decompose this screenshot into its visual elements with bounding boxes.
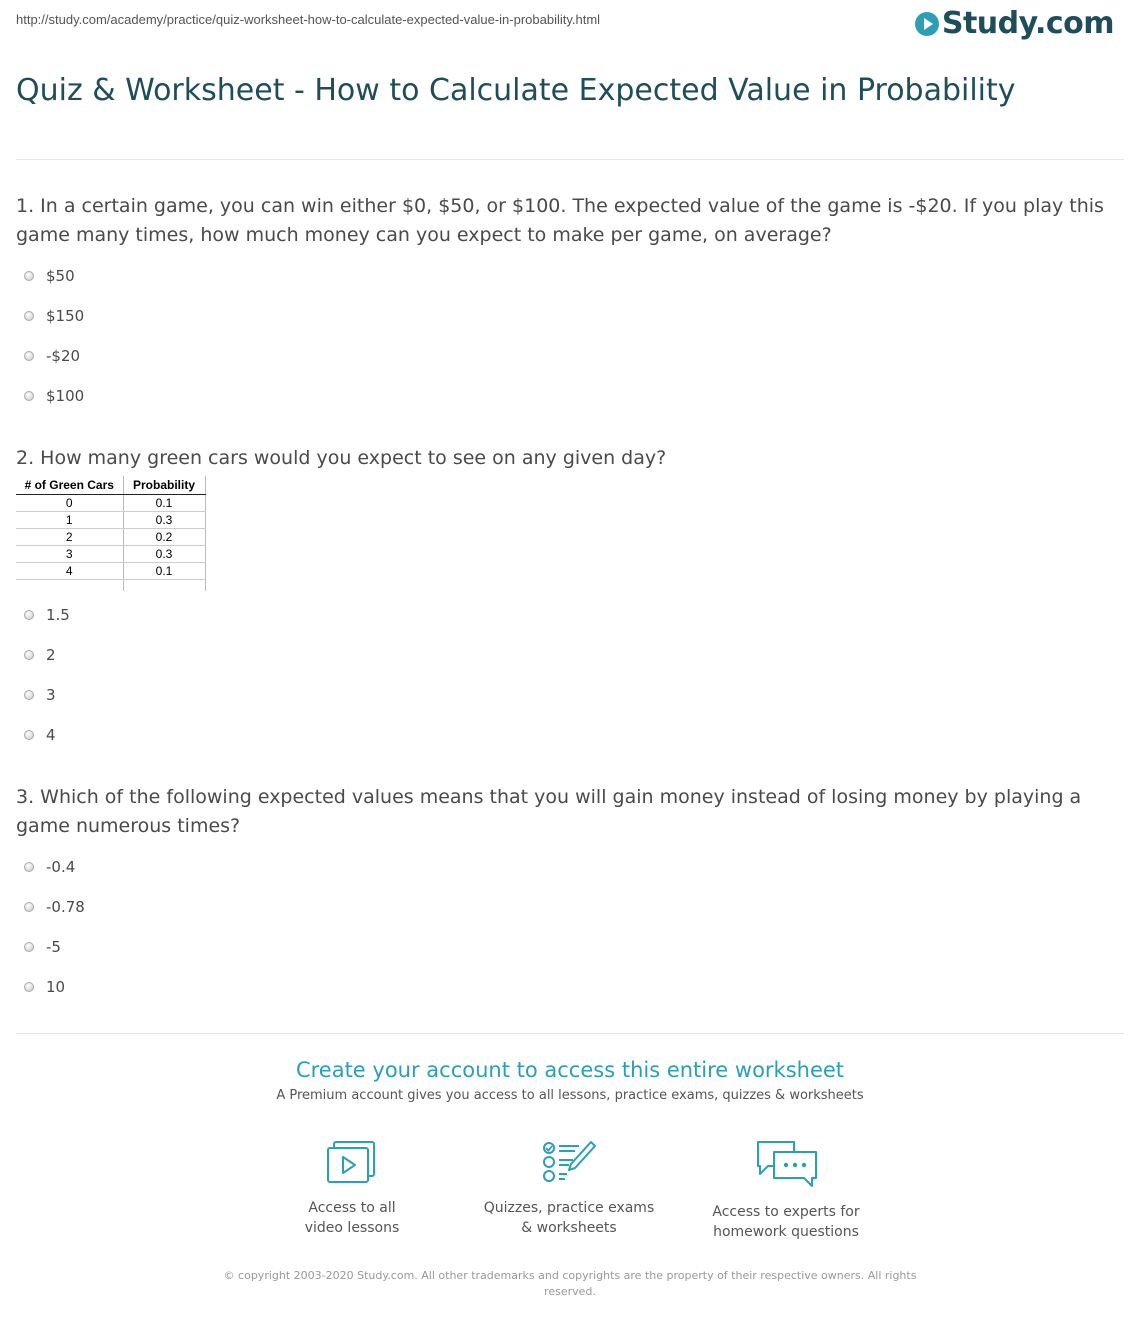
table-row [16, 528, 205, 545]
radio-button[interactable] [24, 730, 34, 740]
feature-line: Quizzes, practice exams [483, 1200, 655, 1216]
radio-button[interactable] [24, 982, 34, 992]
table-cell: 2 [16, 528, 123, 545]
table-row [16, 545, 205, 562]
table-cell: 4 [16, 562, 123, 579]
feature-experts [686, 1140, 886, 1242]
option-row[interactable] [24, 887, 85, 927]
option-row[interactable] [24, 256, 84, 296]
option-label: $100 [46, 387, 85, 405]
radio-button[interactable] [24, 862, 34, 872]
cta-heading-link[interactable]: Create your account to access this entire worksheet [295, 1058, 845, 1082]
option-label: 2 [46, 646, 56, 664]
radio-button[interactable] [24, 351, 34, 361]
table-cell: 0.1 [123, 494, 205, 511]
option-label: -0.4 [46, 858, 76, 876]
radio-button[interactable] [24, 942, 34, 952]
radio-button[interactable] [24, 391, 34, 401]
page-url: http://study.com/academy/practice/quiz-worksheet-how-to-calculate-expected-value-in-probability.html [16, 12, 601, 27]
question-3-text: 3. Which of the following expected values means that you will gain money instead of losing money by playing a game numerous times? [16, 786, 1082, 837]
option-label: -0.78 [46, 898, 85, 916]
radio-button[interactable] [24, 311, 34, 321]
option-row[interactable] [24, 847, 85, 887]
feature-line: Access to all [308, 1200, 396, 1216]
table-header: # of Green Cars [16, 476, 123, 494]
table-row [16, 494, 205, 511]
table-cell: 0.3 [123, 511, 205, 528]
feature-line: video lessons [304, 1220, 400, 1236]
copyright-line: © copyright 2003-2020 Study.com. All other trademarks and copyrights are the property of their respective owners. All rights [223, 1269, 917, 1282]
option-row[interactable] [24, 715, 70, 755]
radio-button[interactable] [24, 650, 34, 660]
question-2-text: 2. How many green cars would you expect to see on any given day? [16, 447, 667, 469]
table-header: Probability [123, 476, 205, 494]
checklist-icon [541, 1140, 597, 1186]
feature-quizzes [469, 1140, 669, 1238]
feature-video-lessons [252, 1140, 452, 1238]
video-lessons-icon [326, 1140, 378, 1186]
option-label: 10 [46, 978, 66, 996]
study-logo[interactable] [915, 6, 1114, 41]
table-spacer-row [16, 579, 205, 591]
radio-button[interactable] [24, 271, 34, 281]
table-cell: 0 [16, 494, 123, 511]
table-cell: 3 [16, 545, 123, 562]
feature-line: homework questions [713, 1224, 859, 1240]
radio-button[interactable] [24, 902, 34, 912]
table-cell [123, 579, 205, 591]
green-cars-table [16, 476, 206, 591]
option-label: $150 [46, 307, 85, 325]
radio-button[interactable] [24, 690, 34, 700]
chat-bubbles-icon [754, 1140, 818, 1190]
title-divider [16, 159, 1124, 160]
table-cell: 0.1 [123, 562, 205, 579]
option-row[interactable] [24, 376, 84, 416]
copyright-notice [215, 1268, 925, 1300]
question-1-options [24, 256, 84, 416]
option-row[interactable] [24, 296, 84, 336]
radio-button[interactable] [24, 610, 34, 620]
table-cell [16, 579, 123, 591]
cta-subheading: A Premium account gives you access to all lessons, practice exams, quizzes & worksheets [276, 1088, 864, 1103]
logo-text: Study.com [941, 6, 1114, 41]
option-label: -$20 [46, 347, 81, 365]
option-label: 1.5 [46, 606, 70, 624]
table-cell: 0.2 [123, 528, 205, 545]
option-label: $50 [46, 267, 75, 285]
question-2-options [24, 595, 70, 755]
option-label: 3 [46, 686, 56, 704]
option-row[interactable] [24, 635, 70, 675]
play-circle-icon [915, 12, 939, 36]
option-row[interactable] [24, 336, 84, 376]
page-title: Quiz & Worksheet - How to Calculate Expected Value in Probability [16, 73, 1016, 108]
option-row[interactable] [24, 927, 85, 967]
option-row[interactable] [24, 595, 70, 635]
option-label: 4 [46, 726, 56, 744]
table-cell: 1 [16, 511, 123, 528]
question-3-options [24, 847, 85, 1007]
option-row[interactable] [24, 967, 85, 1007]
option-label: -5 [46, 938, 61, 956]
table-row [16, 511, 205, 528]
feature-line: & worksheets [521, 1220, 617, 1236]
table-cell: 0.3 [123, 545, 205, 562]
copyright-line: reserved. [544, 1285, 596, 1298]
table-row [16, 562, 205, 579]
feature-line: Access to experts for [712, 1204, 860, 1220]
question-1-text: 1. In a certain game, you can win either $0, $50, or $100. The expected value of the game is -$20. If you play this game many times, how much money can you expect to make per game, on average? [16, 195, 1104, 246]
cta-divider [16, 1033, 1124, 1034]
option-row[interactable] [24, 675, 70, 715]
